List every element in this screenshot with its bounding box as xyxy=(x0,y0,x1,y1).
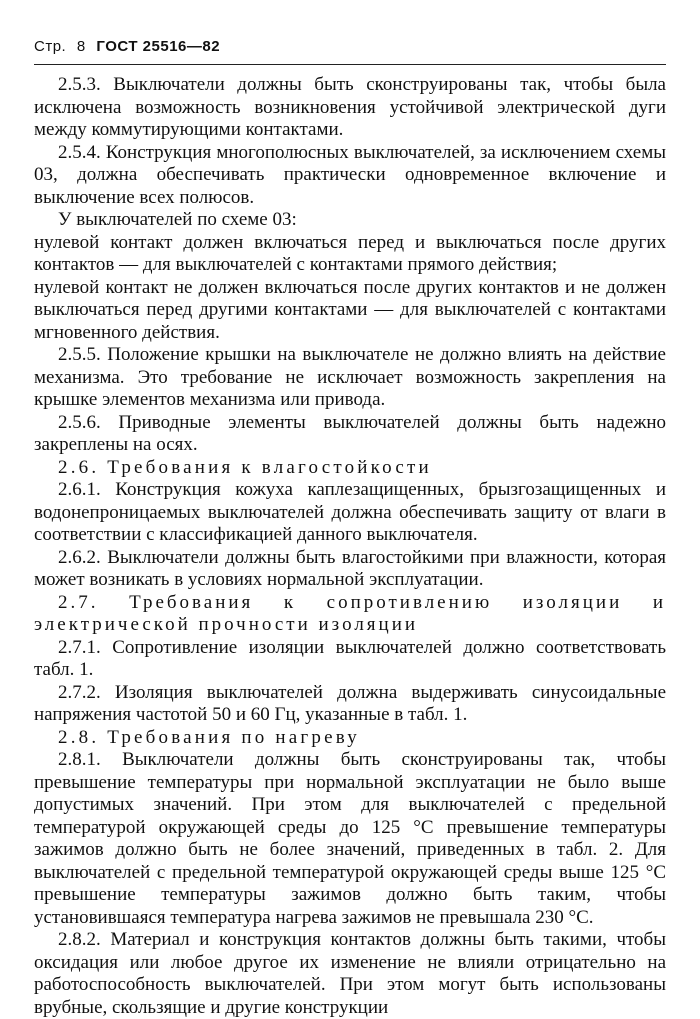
clause-2-8-2: 2.8.2. Материал и конструкция контактов должны быть такими, чтобы оксидация или любое другое их изменение не влияли отрицательно на работоспособность выключателей. При этом могут быть использованы врубные, скользящие и другие конструкции xyxy=(34,929,666,1018)
page-number: 8 xyxy=(76,38,86,55)
clause-2-5-6: 2.5.6. Приводные элементы выключателей должны быть надежно закреплены на осях. xyxy=(34,411,666,455)
clause-2-7-2: 2.7.2. Изоляция выключателей должна выдерживать синусоидальные напряжения частотой 50 и 60 Гц, указанные в табл. 1. xyxy=(34,681,666,725)
header-divider xyxy=(34,64,666,65)
section-2-6-heading: 2.6. Требования к влагостойкости xyxy=(58,456,432,478)
clause-2-6-2: 2.6.2. Выключатели должны быть влагостойкими при влажности, которая может возникать в условиях нормальной эксплуатации. xyxy=(34,546,666,590)
section-2-8-heading: 2.8. Требования по нагреву xyxy=(58,726,360,748)
document-body xyxy=(34,74,666,1019)
clause-2-5-5: 2.5.5. Положение крышки на выключателе не должно влиять на действие механизма. Это требование не исключает возможность закрепления на крышке элементов механизма или привода. xyxy=(34,344,666,410)
page-label: Стр. xyxy=(34,38,67,55)
clause-2-5-3: 2.5.3. Выключатели должны быть сконструированы так, чтобы была исключена возможность возникновения устойчивой электрической дуги между коммутирующими контактами. xyxy=(34,74,666,140)
page-header xyxy=(34,38,226,55)
scheme-03-intro: У выключателей по схеме 03: xyxy=(58,209,297,230)
neutral-contact-direct: нулевой контакт должен включаться перед и выключаться после других контактов — для выключателей с контактами прямого действия; xyxy=(34,231,666,275)
clause-2-5-4: 2.5.4. Конструкция многополюсных выключателей, за исключением схемы 03, должна обеспечивать практически одновременное включение и выключение всех полюсов. xyxy=(34,141,666,208)
document-code: ГОСТ 25516—82 xyxy=(96,38,221,55)
clause-2-8-1: 2.8.1. Выключатели должны быть сконструированы так, чтобы превышение температуры при нормальной эксплуатации не было выше допустимых значений. При этом для выключателей с предельной температурой окружающей среды до 125 °С превышение температуры зажимов должно быть не более значений, приведенных в табл. 2. Для выключателей с предельной температурой окружающей среды выше 125 °С превышение температуры зажимов должно быть таким, чтобы установившаяся температура нагрева зажимов не превышала 230 °С. xyxy=(34,749,666,928)
neutral-contact-instant: нулевой контакт не должен включаться после других контактов и не должен выключаться перед другими контактами — для выключателей с контактами мгновенного действия. xyxy=(34,276,666,343)
clause-2-6-1: 2.6.1. Конструкция кожуха каплезащищенных, брызгозащищенных и водонепроницаемых выключателей должна обеспечивать защиту от влаги в соответствии с классификацией данного выключателя. xyxy=(34,479,666,545)
section-2-7-heading: 2.7. Требования к сопротивлению изоляции и электрической прочности изоляции xyxy=(34,591,666,635)
clause-2-7-1: 2.7.1. Сопротивление изоляции выключателей должно соответствовать табл. 1. xyxy=(34,636,666,680)
